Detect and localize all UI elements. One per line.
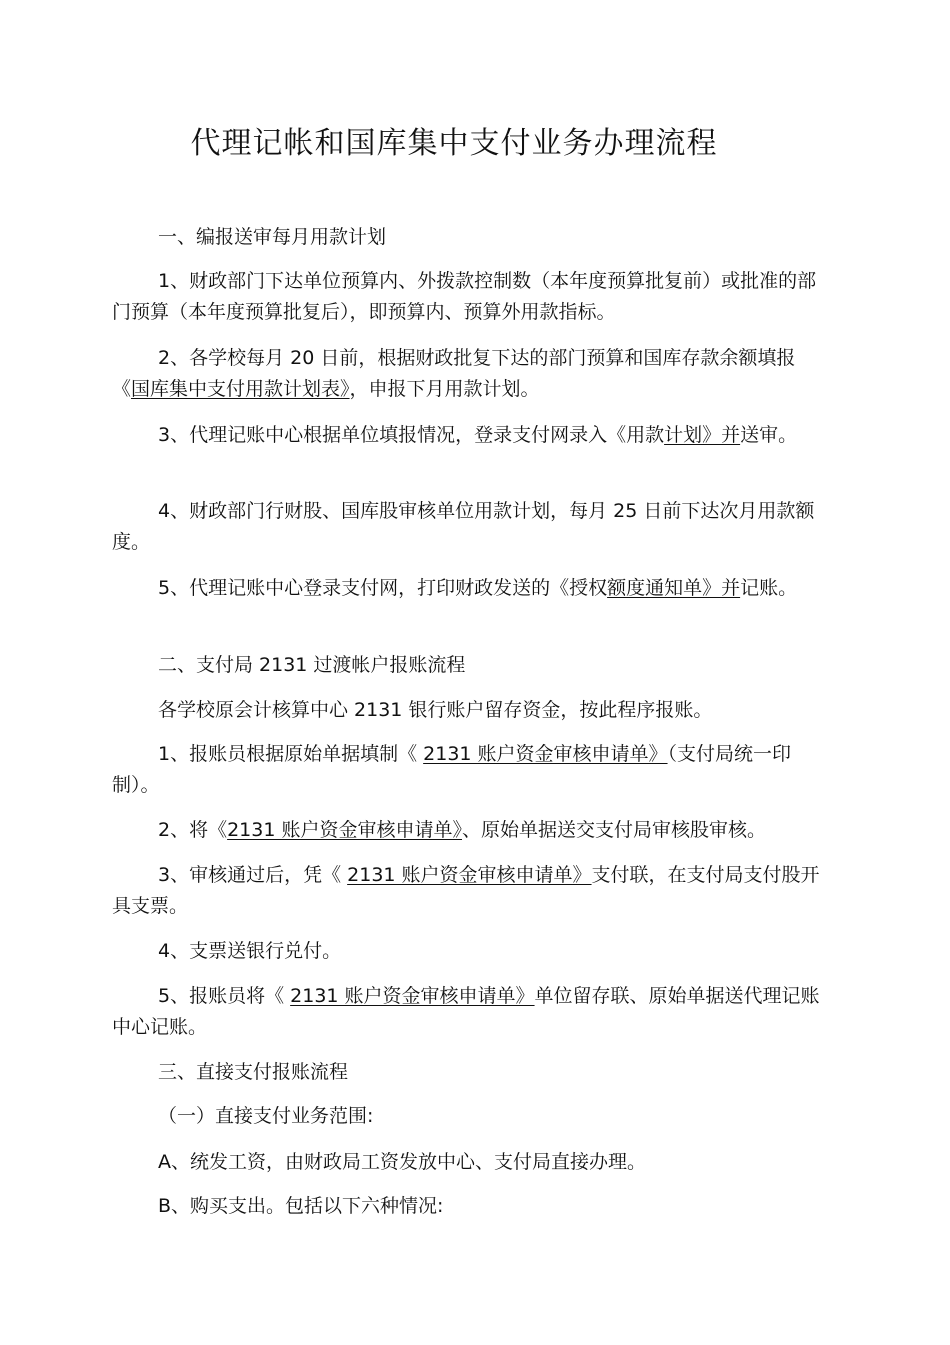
section3-heading: 三、直接支付报账流程 bbox=[158, 1061, 349, 1083]
section1-item-5 bbox=[112, 573, 832, 604]
section3-subheading-1: （一）直接支付业务范围: bbox=[158, 1105, 374, 1127]
section2-heading: 二、支付局 2131 过渡帐户报账流程 bbox=[158, 654, 466, 676]
section1-item-2-text-b: ，申报下月用款计划。 bbox=[349, 378, 540, 400]
section1-item-2-text-a: 2、各学校每月 20 日前，根据财政批复下达的部门预算和国库存款余额填报《 bbox=[112, 347, 796, 400]
section1-heading: 一、编报送审每月用款计划 bbox=[158, 226, 387, 248]
section2-item-2-text-b: 、原始单据送交支付局审核股审核。 bbox=[462, 819, 767, 841]
section2-item-3-text-a: 3、审核通过后，凭《 bbox=[158, 864, 348, 886]
section3-item-a: A、统发工资，由财政局工资发放中心、支付局直接办理。 bbox=[158, 1151, 646, 1173]
section1-item-3-underlined: 计划》并 bbox=[664, 424, 741, 446]
section1-item-2-underlined: 国库集中支付用款计划表》 bbox=[131, 378, 350, 400]
document-title: 代理记帐和国库集中支付业务办理流程 bbox=[190, 126, 718, 161]
section2-item-1-text-b: （支付局统一印制）。 bbox=[112, 743, 792, 796]
section1-item-3 bbox=[112, 420, 832, 451]
section2-item-4: 4、支票送银行兑付。 bbox=[158, 940, 342, 962]
section1-item-4: 4、财政部门行财股、国库股审核单位用款计划，每月 25 日前下达次月用款额度。 bbox=[112, 500, 815, 553]
section2-intro: 各学校原会计核算中心 2131 银行账户留存资金，按此程序报账。 bbox=[158, 699, 713, 721]
section2-item-1 bbox=[112, 739, 832, 801]
section2-item-3-text-b: 支付联，在支付局支付股开具支票。 bbox=[112, 864, 820, 917]
section1-item-5-underlined: 额度通知单》并 bbox=[607, 577, 741, 599]
section1-item-5-text-a: 5、代理记账中心登录支付网，打印财政发送的《授权 bbox=[158, 577, 608, 599]
section1-item-2 bbox=[112, 343, 832, 405]
section2-item-2-text-a: 2、将《 bbox=[158, 819, 228, 841]
section2-item-5 bbox=[112, 981, 832, 1043]
section1-item-3-text-a: 3、代理记账中心根据单位填报情况，登录支付网录入《用款 bbox=[158, 424, 665, 446]
section2-item-5-text-a: 5、报账员将《 bbox=[158, 985, 291, 1007]
section2-item-3 bbox=[112, 860, 832, 922]
section3-item-b: B、购买支出。包括以下六种情况: bbox=[158, 1195, 444, 1217]
section2-item-5-text-b: 单位留存联、原始单据送代理记账中心记账。 bbox=[112, 985, 820, 1038]
section2-item-2-underlined: 2131 账户资金审核申请单》 bbox=[227, 819, 462, 841]
section1-item-1: 1、财政部门下达单位预算内、外拨款控制数（本年度预算批复前）或批准的部门预算（本年度预算批复后），即预算内、预算外用款指标。 bbox=[112, 270, 817, 323]
section2-item-1-underlined: 2131 账户资金审核申请单》 bbox=[423, 743, 668, 765]
section2-item-2 bbox=[112, 815, 832, 846]
section2-item-5-underlined: 2131 账户资金审核申请单》 bbox=[290, 985, 535, 1007]
section2-item-1-text-a: 1、报账员根据原始单据填制《 bbox=[158, 743, 424, 765]
section1-item-5-text-b: 记账。 bbox=[740, 577, 798, 599]
section2-item-3-underlined: 2131 账户资金审核申请单》 bbox=[347, 864, 592, 886]
section1-item-3-text-b: 送审。 bbox=[740, 424, 798, 446]
